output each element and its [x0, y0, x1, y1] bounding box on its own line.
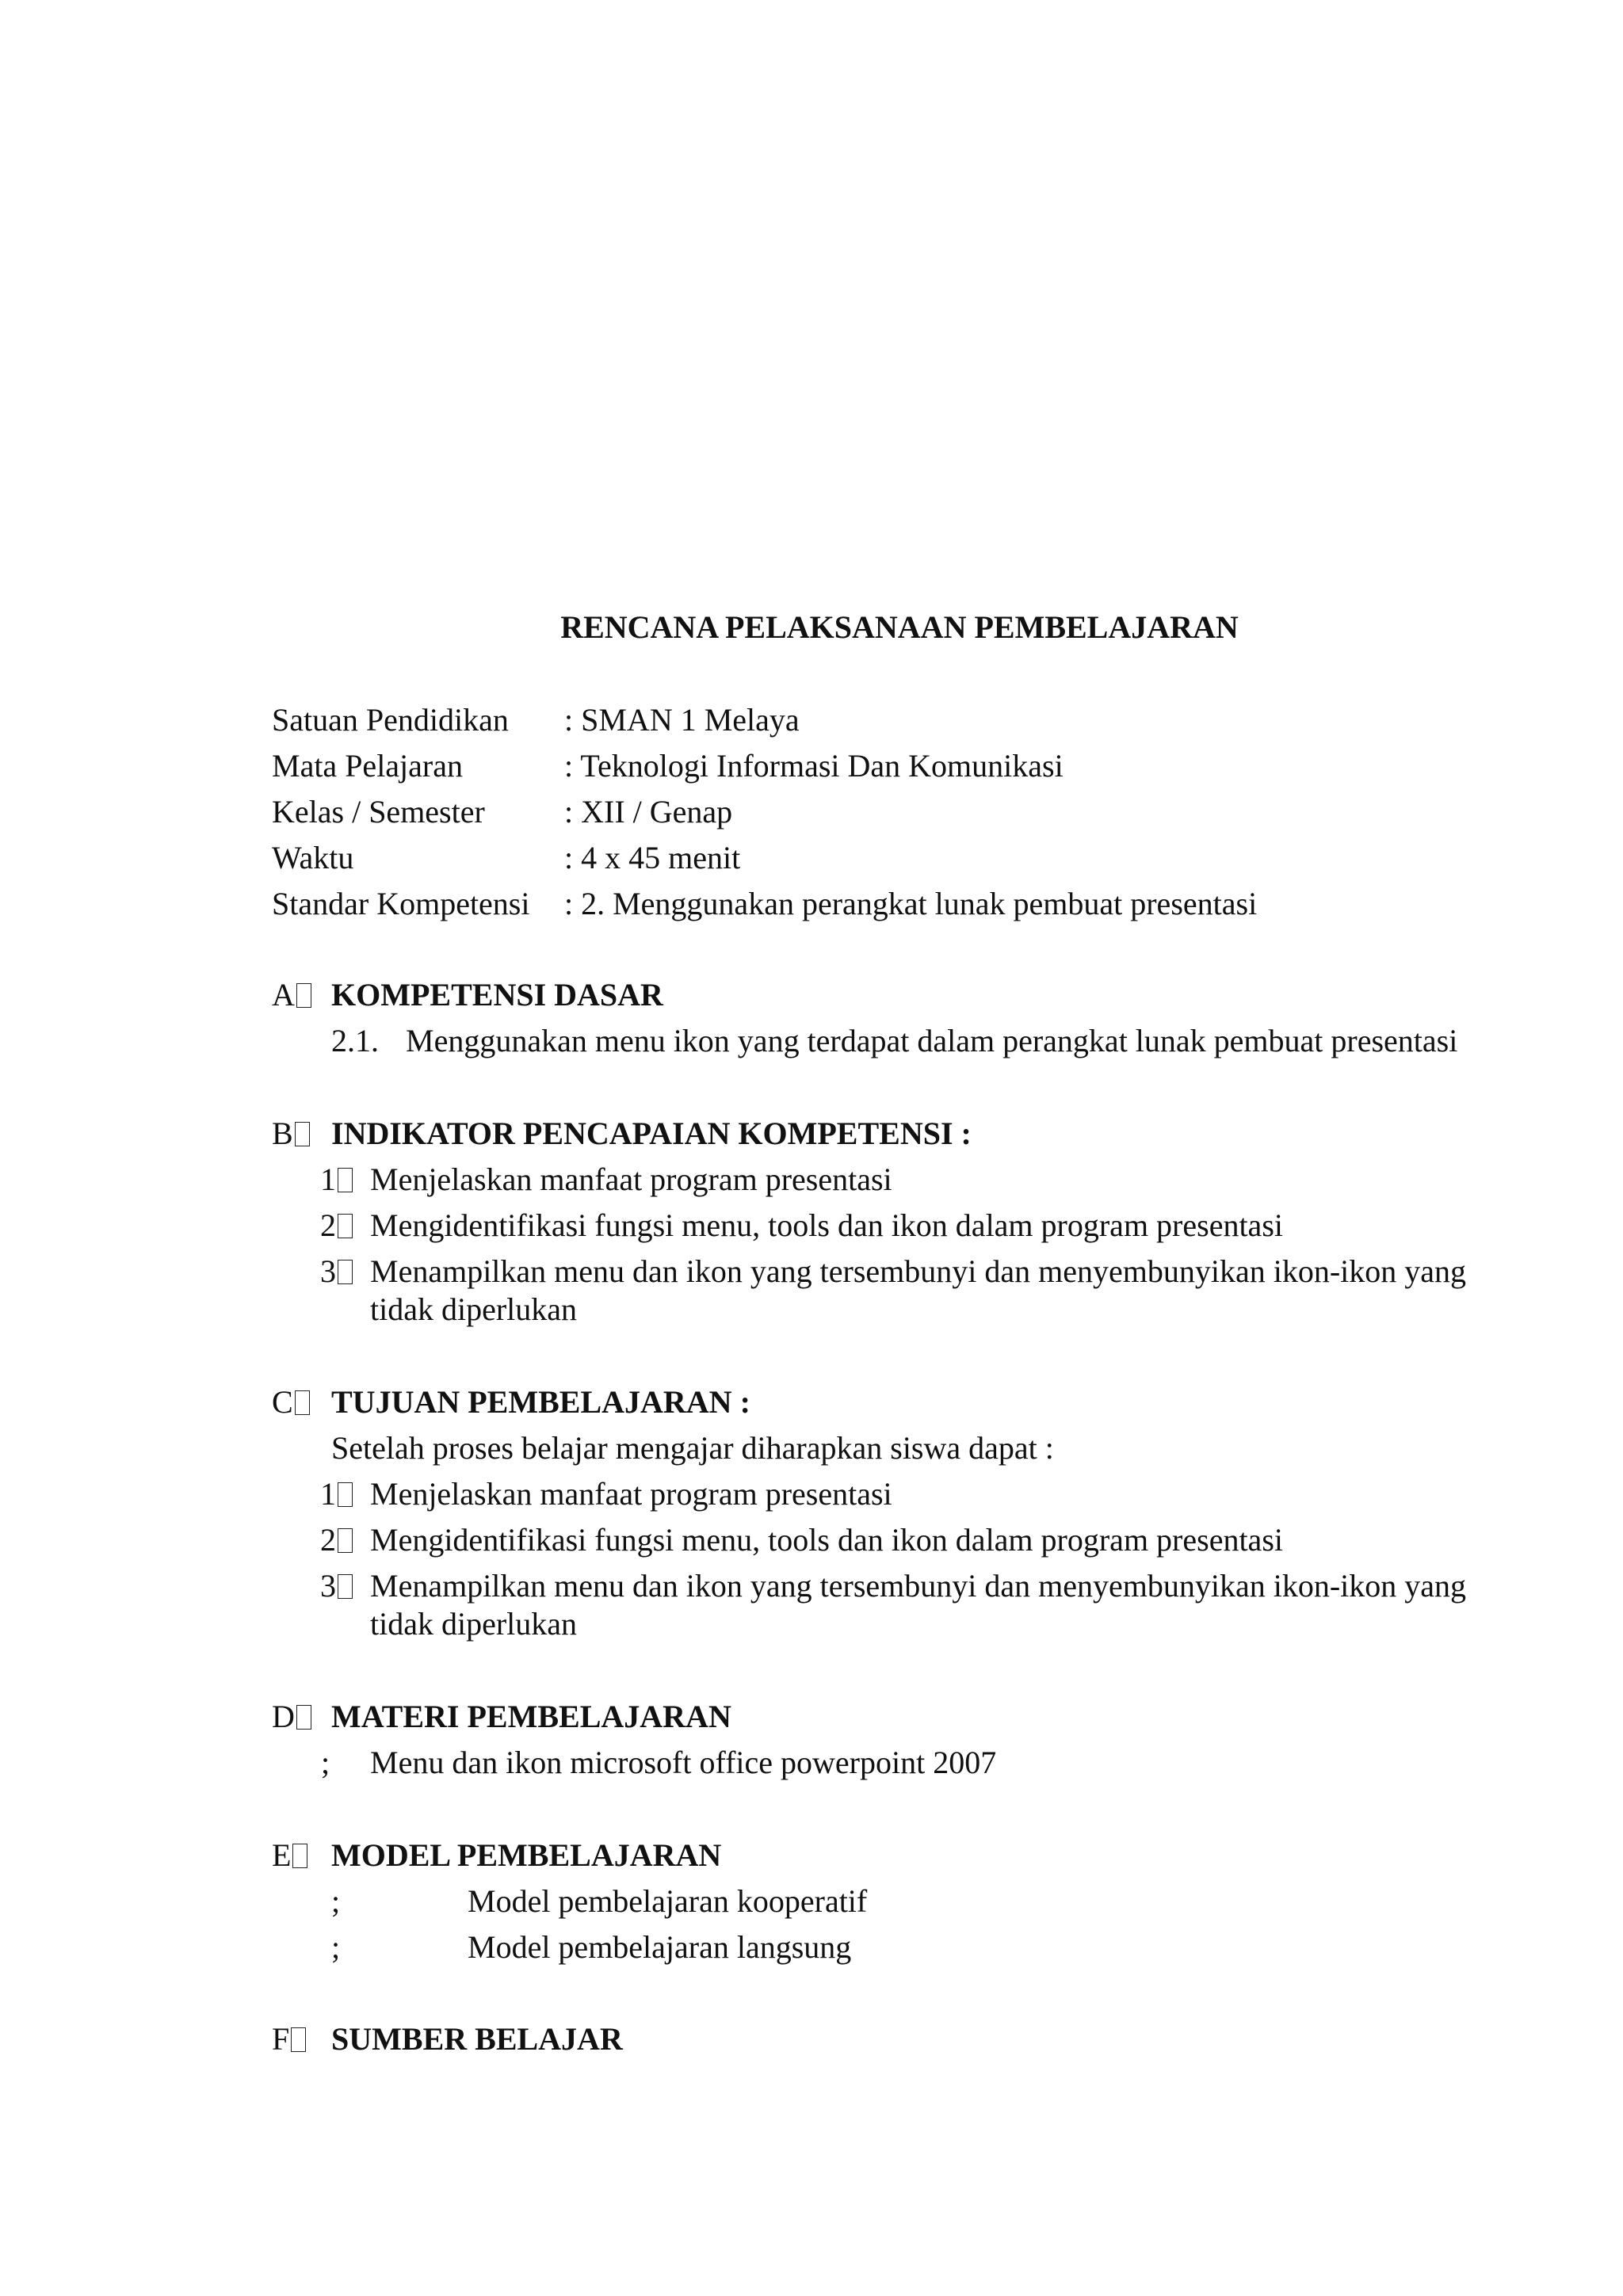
missing-glyph-box	[338, 1528, 353, 1553]
section-c-title: TUJUAN PEMBELAJARAN :	[331, 1384, 750, 1420]
identity-value-sk: : 2. Menggunakan perangkat lunak pembuat presentasi	[564, 886, 1258, 921]
section-f-letter: F	[272, 2021, 290, 2057]
section-b-letter: B	[272, 1116, 293, 1151]
identity-label-mapel: Mata Pelajaran	[272, 748, 463, 784]
document-title: RENCANA PELAKSANAAN PEMBELAJARAN	[560, 609, 1239, 645]
section-e-bullet-2: ;	[331, 1929, 341, 1965]
missing-glyph-box	[292, 1844, 307, 1868]
section-b-marker	[272, 1115, 310, 1152]
section-a-letter: A	[272, 977, 295, 1013]
section-c-item-1-number	[320, 1475, 353, 1512]
section-d-letter: D	[272, 1699, 295, 1734]
section-c-item-1-text: Menjelaskan manfaat program presentasi	[370, 1476, 892, 1512]
section-d-item: Menu dan ikon microsoft office powerpoint 2007	[370, 1745, 997, 1780]
identity-value-waktu: : 4 x 45 menit	[564, 840, 741, 875]
missing-glyph-box	[338, 1214, 353, 1238]
identity-label-sk: Standar Kompetensi	[272, 886, 530, 921]
section-b-item-1-number	[320, 1161, 353, 1198]
section-a-title: KOMPETENSI DASAR	[331, 977, 663, 1013]
item-number: 3	[320, 1253, 336, 1289]
missing-glyph-box	[296, 983, 311, 1008]
section-e-title: MODEL PEMBELAJARAN	[331, 1837, 722, 1873]
missing-glyph-box	[338, 1168, 353, 1192]
section-d-title: MATERI PEMBELAJARAN	[331, 1699, 731, 1734]
section-c-letter: C	[272, 1384, 293, 1420]
section-f-marker	[272, 2020, 306, 2058]
section-d-marker	[272, 1698, 311, 1735]
section-f-title: SUMBER BELAJAR	[331, 2021, 623, 2057]
section-b-item-2-text: Mengidentifikasi fungsi menu, tools dan ikon dalam program presentasi	[370, 1207, 1283, 1243]
section-b-item-3-continuation: tidak diperlukan	[370, 1291, 578, 1327]
section-a-marker	[272, 976, 311, 1013]
section-e-letter: E	[272, 1837, 292, 1873]
section-b-item-3-number	[320, 1253, 353, 1290]
item-number: 2	[320, 1522, 336, 1558]
section-a-item-number: 2.1.	[331, 1023, 379, 1058]
item-number: 1	[320, 1476, 336, 1512]
identity-label-satuan: Satuan Pendidikan	[272, 702, 509, 738]
section-e-marker	[272, 1836, 307, 1874]
section-c-item-3-text: Menampilkan menu dan ikon yang tersembunyi dan menyembunyikan ikon-ikon yang	[370, 1568, 1467, 1604]
section-a-item-text: Menggunakan menu ikon yang terdapat dalam perangkat lunak pembuat presentasi	[406, 1023, 1458, 1058]
section-e-bullet-1: ;	[331, 1883, 341, 1919]
missing-glyph-box	[295, 1390, 310, 1415]
missing-glyph-box	[338, 1574, 353, 1599]
section-e-item-2: Model pembelajaran langsung	[468, 1929, 852, 1965]
section-c-item-2-number	[320, 1521, 353, 1558]
missing-glyph-box	[338, 1482, 353, 1507]
missing-glyph-box	[296, 1705, 311, 1730]
identity-label-kelas: Kelas / Semester	[272, 794, 485, 830]
section-c-item-2-text: Mengidentifikasi fungsi menu, tools dan ikon dalam program presentasi	[370, 1522, 1283, 1558]
section-b-item-1-text: Menjelaskan manfaat program presentasi	[370, 1161, 892, 1197]
identity-value-satuan: : SMAN 1 Melaya	[564, 702, 800, 738]
section-e-item-1: Model pembelajaran kooperatif	[468, 1883, 868, 1919]
section-d-bullet: ;	[321, 1745, 330, 1780]
section-c-item-3-continuation: tidak diperlukan	[370, 1606, 578, 1642]
missing-glyph-box	[291, 2027, 306, 2052]
missing-glyph-box	[295, 1122, 310, 1146]
section-c-item-3-number	[320, 1567, 353, 1604]
identity-value-mapel: : Teknologi Informasi Dan Komunikasi	[564, 748, 1064, 784]
item-number: 2	[320, 1207, 336, 1243]
section-b-item-2-number	[320, 1207, 353, 1244]
section-c-intro: Setelah proses belajar mengajar diharapkan siswa dapat :	[331, 1430, 1054, 1466]
section-c-marker	[272, 1383, 310, 1421]
section-b-title: INDIKATOR PENCAPAIAN KOMPETENSI :	[331, 1116, 972, 1151]
identity-value-kelas: : XII / Genap	[564, 794, 733, 830]
item-number: 3	[320, 1568, 336, 1604]
identity-label-waktu: Waktu	[272, 840, 354, 875]
section-b-item-3-text: Menampilkan menu dan ikon yang tersembunyi dan menyembunyikan ikon-ikon yang	[370, 1253, 1467, 1289]
missing-glyph-box	[338, 1260, 353, 1284]
item-number: 1	[320, 1161, 336, 1197]
